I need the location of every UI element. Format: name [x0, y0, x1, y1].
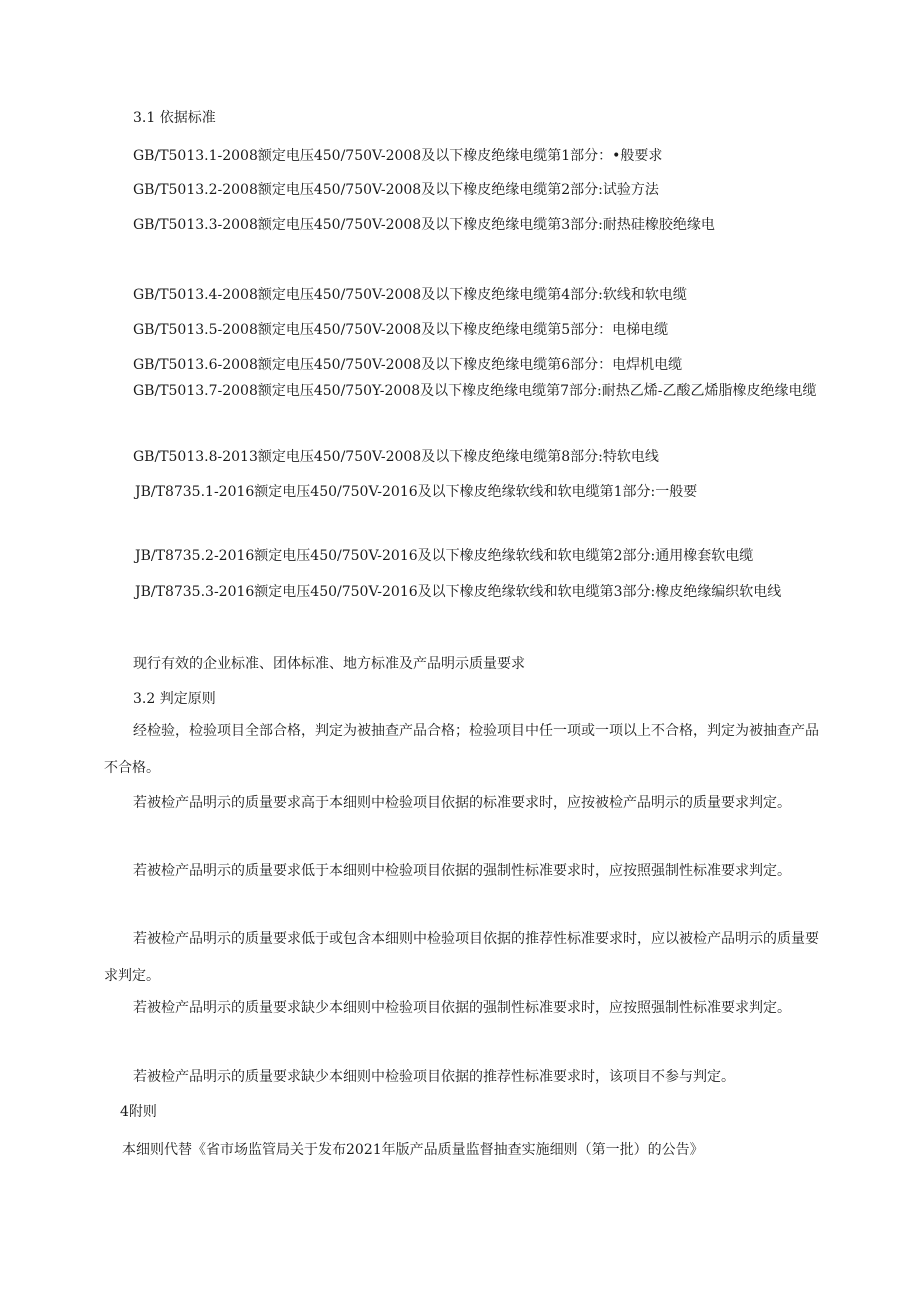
section-4-text: 本细则代替《省市场监管局关于发布2021年版产品质量监督抽查实施细则（第一批）的公告》	[122, 1142, 704, 1158]
standard-item: GB/T5013.4-2008额定电压450/750V-2008及以下橡皮绝缘电缆第4部分:软线和软电缆	[133, 287, 687, 303]
standard-item: JB/T8735.3-2016额定电压450/750V-2016及以下橡皮绝缘软线和软电缆第3部分:橡皮绝缘编织软电线	[135, 584, 782, 600]
judgment-paragraph: 若被检产品明示的质量要求缺少本细则中检验项目依据的推荐性标准要求时，该项目不参与判定。	[133, 1069, 735, 1085]
section-4-heading: 4附则	[120, 1104, 157, 1120]
standard-item: GB/T5013.1-2008额定电压450/750V-2008及以下橡皮绝缘电缆第1部分：•般要求	[133, 148, 663, 164]
section-3-2-heading: 3.2 判定原则	[133, 691, 216, 707]
standard-item: GB/T5013.2-2008额定电压450/750V-2008及以下橡皮绝缘电缆第2部分:试验方法	[133, 182, 659, 198]
other-standards: 现行有效的企业标准、团体标准、地方标准及产品明示质量要求	[133, 656, 525, 672]
judgment-paragraph: 若被检产品明示的质量要求高于本细则中检验项目依据的标准要求时，应按被检产品明示的质量要求判定。	[133, 795, 791, 811]
standard-item: GB/T5013.8-2013额定电压450/750V-2008及以下橡皮绝缘电缆第8部分:特软电线	[133, 449, 659, 465]
section-3-1-heading: 3.1 依据标准	[133, 110, 216, 126]
standard-item: GB/T5013.6-2008额定电压450/750V-2008及以下橡皮绝缘电缆第6部分：电焊机电缆	[133, 357, 683, 373]
judgment-paragraph: 若被检产品明示的质量要求缺少本细则中检验项目依据的强制性标准要求时，应按照强制性标准要求判定。	[133, 1000, 791, 1016]
standard-item: GB/T5013.5-2008额定电压450/750V-2008及以下橡皮绝缘电缆第5部分：电梯电缆	[133, 322, 669, 338]
judgment-paragraph: 若被检产品明示的质量要求低于或包含本细则中检验项目依据的推荐性标准要求时，应以被检产品明示的质量要求判定。	[104, 931, 819, 984]
standard-item: GB/T5013.7-2008额定电压450/750Y-2008及以下橡皮绝缘电缆第7部分:耐热乙烯-乙酸乙烯脂橡皮绝缘电缆	[133, 383, 817, 399]
standard-item: JB/T8735.2-2016额定电压450/750V-2016及以下橡皮绝缘软线和软电缆第2部分:通用橡套软电缆	[135, 548, 754, 564]
standard-item: JB/T8735.1-2016额定电压450/750V-2016及以下橡皮绝缘软线和软电缆第1部分:一般要	[135, 484, 698, 500]
judgment-paragraph: 经检验，检验项目全部合格，判定为被抽查产品合格；检验项目中任一项或一项以上不合格，判定为被抽查产品不合格。	[104, 723, 819, 776]
standard-item: GB/T5013.3-2008额定电压450/750V-2008及以下橡皮绝缘电缆第3部分:耐热硅橡胶绝缘电	[133, 217, 715, 233]
judgment-paragraph: 若被检产品明示的质量要求低于本细则中检验项目依据的强制性标准要求时，应按照强制性标准要求判定。	[133, 863, 791, 879]
